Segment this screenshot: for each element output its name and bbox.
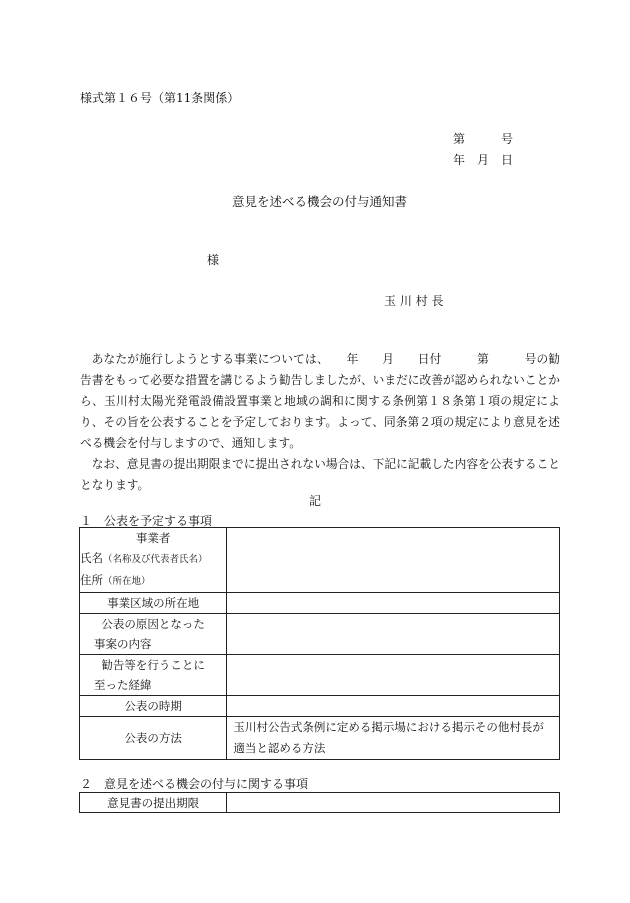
ki-heading: 記 (309, 494, 322, 508)
deadline-label: 意見書の提出期限 (80, 793, 227, 813)
table-row (80, 528, 560, 593)
address-label: 住所 (80, 573, 103, 587)
document-title: 意見を述べる機会の付与通知書 (232, 194, 408, 209)
timing-value[interactable] (227, 696, 560, 717)
form-label: 様式第１６号（第11条関係） (80, 91, 240, 105)
table-row (80, 614, 560, 655)
area-location-label: 事業区域の所在地 (80, 593, 227, 614)
document-date: 年 月 日 (453, 153, 514, 167)
section1-heading: １ 公表を予定する事項 (80, 514, 213, 528)
table-row (80, 717, 560, 760)
cause-value[interactable] (227, 614, 560, 655)
deadline-value[interactable] (227, 793, 560, 813)
method-value-line1: 玉川村公告式条例に定める掲示場における掲示その他村長が (233, 720, 544, 734)
table-row (80, 793, 560, 813)
background-value[interactable] (227, 655, 560, 696)
area-location-value[interactable] (227, 593, 560, 614)
method-value-line2: 適当と認める方法 (233, 741, 326, 755)
body-paragraph-2: なお、意見書の提出期限までに提出されない場合は、下記に記載した内容を公表することとなります。 (80, 457, 560, 492)
cause-label-line1: 公表の原因となった (101, 617, 205, 631)
document-number: 第 号 (453, 132, 514, 146)
table-row (80, 655, 560, 696)
background-label-line1: 勧告等を行うことに (101, 658, 205, 672)
table-row (80, 696, 560, 717)
operator-label-line1: 事業者 (135, 531, 171, 545)
background-label (80, 655, 227, 696)
cause-label (80, 614, 227, 655)
operator-label-line3 (80, 570, 226, 592)
method-label: 公表の方法 (80, 717, 227, 760)
addressee-suffix: 様 (207, 253, 220, 267)
sender: 玉 川 村 長 (384, 294, 444, 308)
publication-table (79, 527, 560, 760)
address-note: （所在地） (103, 576, 151, 587)
timing-label: 公表の時期 (80, 696, 227, 717)
operator-label-line2 (80, 548, 226, 570)
method-value (227, 717, 560, 760)
name-label: 氏名 (80, 551, 103, 565)
background-label-line2: 至った経緯 (94, 678, 152, 692)
opinion-table (79, 792, 560, 813)
operator-value[interactable] (227, 528, 560, 593)
section2-heading: ２ 意見を述べる機会の付与に関する事項 (80, 777, 309, 791)
table-row (80, 593, 560, 614)
body-paragraph-1: あなたが施行しようとする事業については、 年 月 日付 第 号の勧告書をもって必要な措置を講じるよう勧告しましたが、いまだに改善が認められないことから、玉川村太陽光発電設備設置事業と地域の調和に関する条例第１８条第１項の規定により、その旨を公表することを予定しております。よって、同条第２項の規定により意見を述べる機会を付与しますので、通知します。 (80, 352, 560, 450)
cause-label-line2: 事案の内容 (94, 637, 152, 651)
name-note: （名称及び代表者氏名） (103, 554, 208, 565)
operator-label (80, 528, 227, 593)
body-text (80, 349, 560, 496)
